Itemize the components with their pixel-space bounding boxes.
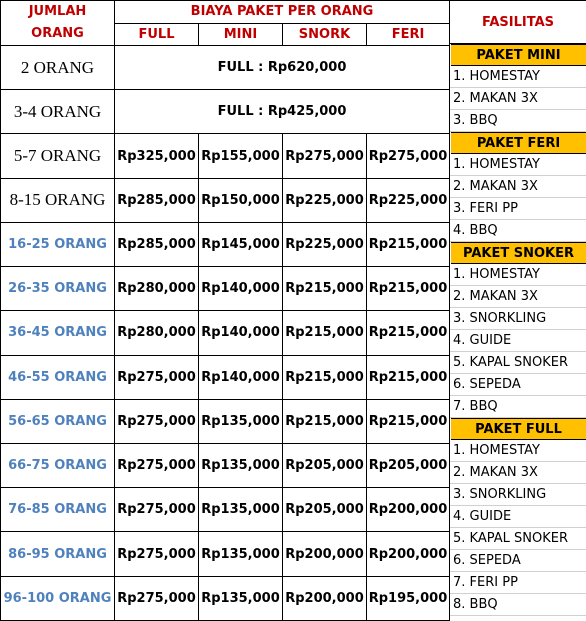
price-cell-mini: Rp145,000 [199, 222, 283, 266]
header-jumlah-line1: JUMLAH [28, 4, 87, 19]
price-cell-snork: Rp275,000 [283, 134, 367, 178]
price-cell-full: Rp280,000 [115, 311, 199, 355]
package-title: PAKET MINI [451, 44, 586, 66]
price-cell-snork: Rp225,000 [283, 178, 367, 222]
facility-item: 5. KAPAL SNOKER [450, 352, 586, 374]
price-cell-mini: Rp135,000 [199, 532, 283, 576]
group-size-cell: 36-45 ORANG [1, 311, 115, 355]
group-size-cell: 56-65 ORANG [1, 399, 115, 443]
price-cell-snork: Rp215,000 [283, 311, 367, 355]
price-cell-snork: Rp205,000 [283, 443, 367, 487]
group-size-cell: 76-85 ORANG [1, 488, 115, 532]
facility-item: 4. BBQ [450, 220, 586, 242]
package-title: PAKET FERI [451, 132, 586, 154]
table-row [1, 267, 450, 311]
table-row [1, 488, 450, 532]
price-cell-feri: Rp215,000 [367, 311, 450, 355]
group-size-cell: 96-100 ORANG [1, 576, 115, 620]
price-cell-feri: Rp195,000 [367, 576, 450, 620]
combined-price-cell: FULL : Rp620,000 [115, 46, 450, 90]
group-size-cell: 26-35 ORANG [1, 267, 115, 311]
price-cell-mini: Rp140,000 [199, 355, 283, 399]
table-row [1, 355, 450, 399]
package-block [450, 132, 586, 242]
facility-item: 3. SNORKLING [450, 308, 586, 330]
price-table-body [1, 1, 450, 621]
facility-item: 8. BBQ [450, 594, 586, 616]
facility-item: 1. HOMESTAY [450, 440, 586, 462]
price-cell-feri: Rp200,000 [367, 488, 450, 532]
table-row [1, 134, 450, 178]
package-block [450, 44, 586, 132]
price-cell-feri: Rp215,000 [367, 399, 450, 443]
price-cell-feri: Rp215,000 [367, 222, 450, 266]
facility-item: 6. SEPEDA [450, 374, 586, 396]
price-cell-feri: Rp215,000 [367, 267, 450, 311]
package-block [450, 418, 586, 616]
group-size-cell: 3-4 ORANG [1, 90, 115, 134]
price-cell-full: Rp275,000 [115, 488, 199, 532]
price-cell-full: Rp275,000 [115, 532, 199, 576]
group-size-cell: 8-15 ORANG [1, 178, 115, 222]
price-cell-mini: Rp150,000 [199, 178, 283, 222]
price-cell-full: Rp275,000 [115, 355, 199, 399]
facility-item: 2. MAKAN 3X [450, 176, 586, 198]
price-cell-full: Rp275,000 [115, 443, 199, 487]
table-row [1, 222, 450, 266]
price-cell-snork: Rp215,000 [283, 399, 367, 443]
price-cell-feri: Rp215,000 [367, 355, 450, 399]
facility-item: 2. MAKAN 3X [450, 286, 586, 308]
table-row [1, 46, 450, 90]
table-row [1, 443, 450, 487]
group-size-cell: 86-95 ORANG [1, 532, 115, 576]
header-col-full: FULL [115, 23, 199, 46]
price-cell-mini: Rp135,000 [199, 488, 283, 532]
price-cell-snork: Rp215,000 [283, 355, 367, 399]
facilities-panel [449, 0, 586, 619]
facility-item: 7. FERI PP [450, 572, 586, 594]
price-cell-full: Rp275,000 [115, 576, 199, 620]
header-row-top [1, 1, 450, 24]
price-cell-mini: Rp135,000 [199, 576, 283, 620]
package-title: PAKET FULL [451, 418, 586, 440]
price-cell-full: Rp285,000 [115, 178, 199, 222]
table-row [1, 311, 450, 355]
price-cell-full: Rp325,000 [115, 134, 199, 178]
price-cell-feri: Rp200,000 [367, 532, 450, 576]
price-cell-feri: Rp275,000 [367, 134, 450, 178]
facility-item: 1. HOMESTAY [450, 66, 586, 88]
table-row [1, 90, 450, 134]
price-cell-mini: Rp135,000 [199, 399, 283, 443]
group-size-cell: 66-75 ORANG [1, 443, 115, 487]
header-col-snork: SNORK [283, 23, 367, 46]
price-cell-snork: Rp225,000 [283, 222, 367, 266]
price-cell-snork: Rp200,000 [283, 532, 367, 576]
facilities-title: FASILITAS [450, 0, 586, 44]
facility-item: 5. KAPAL SNOKER [450, 528, 586, 550]
price-cell-mini: Rp135,000 [199, 443, 283, 487]
facility-item: 2. MAKAN 3X [450, 462, 586, 484]
facility-item: 6. SEPEDA [450, 550, 586, 572]
price-cell-mini: Rp140,000 [199, 267, 283, 311]
facility-item: 3. SNORKLING [450, 484, 586, 506]
group-size-cell: 5-7 ORANG [1, 134, 115, 178]
facility-item: 4. GUIDE [450, 330, 586, 352]
facility-item: 3. FERI PP [450, 198, 586, 220]
table-row [1, 576, 450, 620]
group-size-cell: 46-55 ORANG [1, 355, 115, 399]
price-cell-feri: Rp225,000 [367, 178, 450, 222]
header-col-mini: MINI [199, 23, 283, 46]
price-cell-full: Rp280,000 [115, 267, 199, 311]
price-cell-mini: Rp140,000 [199, 311, 283, 355]
table-row [1, 532, 450, 576]
facility-item: 4. GUIDE [450, 506, 586, 528]
header-col-feri: FERI [367, 23, 450, 46]
group-size-cell: 2 ORANG [1, 46, 115, 90]
facility-item: 1. HOMESTAY [450, 154, 586, 176]
combined-price-cell: FULL : Rp425,000 [115, 90, 450, 134]
price-cell-mini: Rp155,000 [199, 134, 283, 178]
table-row [1, 399, 450, 443]
header-biaya-paket: BIAYA PAKET PER ORANG [115, 1, 450, 24]
header-jumlah-orang [1, 1, 115, 46]
facility-item: 1. HOMESTAY [450, 264, 586, 286]
price-cell-full: Rp275,000 [115, 399, 199, 443]
facility-item: 2. MAKAN 3X [450, 88, 586, 110]
table-row [1, 178, 450, 222]
facilities-list [450, 44, 586, 616]
price-cell-snork: Rp205,000 [283, 488, 367, 532]
facility-item: 7. BBQ [450, 396, 586, 418]
price-cell-snork: Rp215,000 [283, 267, 367, 311]
facility-item: 3. BBQ [450, 110, 586, 132]
price-cell-feri: Rp205,000 [367, 443, 450, 487]
price-cell-snork: Rp200,000 [283, 576, 367, 620]
package-title: PAKET SNOKER [451, 242, 586, 264]
package-block [450, 242, 586, 418]
price-cell-full: Rp285,000 [115, 222, 199, 266]
header-jumlah-line2: ORANG [31, 26, 84, 41]
group-size-cell: 16-25 ORANG [1, 222, 115, 266]
